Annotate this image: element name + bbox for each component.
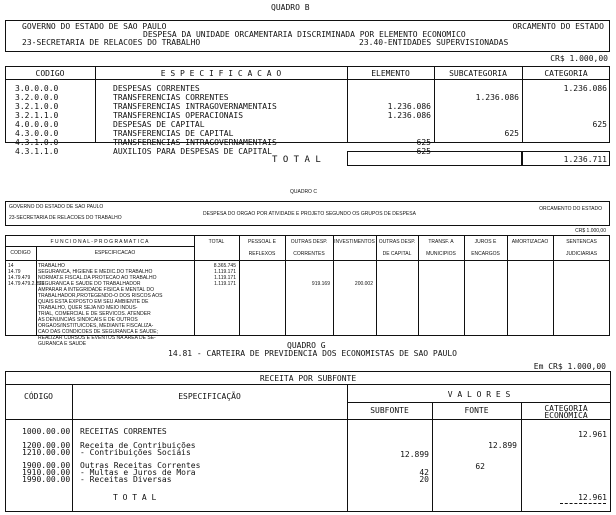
quadro-c-col-sent-1: SENTENCAS — [566, 239, 597, 245]
table-cell: CAO DAS CONDICOES DE SEGURANCA E SAUDE; — [38, 329, 159, 335]
table-cell — [347, 93, 431, 102]
quadro-b-title: QUADRO B — [271, 3, 310, 12]
quadro-c-col-amort: AMORTIZACAO — [511, 239, 549, 245]
table-row: 1210.00.00 — [22, 448, 71, 457]
table-cell: DESPESAS DE CAPITAL — [113, 120, 205, 129]
quadro-c-col-outras-cap-1: OUTRAS DESP. — [378, 239, 416, 245]
table-cell: Outras Receitas Correntes — [80, 461, 201, 470]
quadro-b-total-label: T O T A L — [272, 155, 321, 165]
quadro-g-receita-header: RECEITA POR SUBFONTE — [259, 374, 357, 383]
col-elemento: ELEMENTO — [371, 69, 410, 78]
quadro-b-orcamento: ORCAMENTO DO ESTADO — [512, 22, 604, 31]
table-cell: AMPARAR A INTEGRIDADE FISICA E MENTAL DO — [38, 287, 155, 293]
table-cell — [347, 129, 431, 138]
quadro-b-codes — [15, 84, 58, 156]
table-cell: 12.899 — [488, 441, 517, 450]
table-cell: TRANSFERENCIAS CORRENTES — [113, 93, 229, 102]
quadro-c-orcamento: ORCAMENTO DO ESTADO — [539, 206, 602, 212]
table-cell — [434, 138, 519, 147]
quadro-b-sub-values — [434, 84, 519, 156]
quadro-b-secretaria: 23-SECRETARIA DE RELACOES DO TRABALHO — [22, 38, 201, 47]
quadro-c-gov: GOVERNO DO ESTADO DE SAO PAULO — [9, 204, 104, 210]
quadro-g-total-label: T O T A L — [113, 493, 157, 502]
quadro-g-subtitle: 14.81 - CARTEIRA DE PREVIDENCIA DOS ECONOMISTAS DE SAO PAULO — [168, 349, 457, 358]
quadro-g-col-espec: ESPECIFICAÇÃO — [178, 392, 241, 401]
table-row: 3.2.0.0.0 — [15, 93, 59, 102]
quadro-c-col-transf-1: TRANSF. A — [428, 239, 454, 245]
quadro-b-subtitle: DESPESA DA UNIDADE ORCAMENTARIA DISCRIMINADA POR ELEMENTO ECONOMICO — [143, 30, 466, 39]
quadro-c-col-transf-2: MUNICIPIOS — [426, 251, 456, 257]
table-cell: Receita de Contribuições — [80, 441, 196, 450]
table-cell — [522, 111, 607, 120]
table-cell: 42 — [419, 468, 429, 477]
table-cell — [347, 120, 431, 129]
quadro-c-col-pessoal-1: PESSOAL E — [248, 239, 276, 245]
table-cell: 1.236.086 — [387, 102, 431, 111]
table-cell: NORMAT.E FISCAL.DA PROTECAO AO TRABALHO — [38, 275, 157, 281]
table-cell: 14 — [8, 263, 14, 269]
table-cell: 8.365.745 — [213, 263, 236, 269]
table-cell — [434, 120, 519, 129]
quadro-b-total-empty — [347, 151, 522, 166]
table-row: 1000.00.00 — [22, 427, 71, 436]
table-cell: 625 — [416, 147, 431, 156]
table-cell — [522, 129, 607, 138]
table-cell: 62 — [475, 462, 485, 471]
table-cell: 625 — [504, 129, 519, 138]
quadro-c-unit: CR$ 1.000,00 — [575, 228, 606, 234]
table-cell: TRABALHO, QUER SEJA NO MEIO INDUS- — [38, 305, 138, 311]
table-cell: 1.236.086 — [475, 93, 519, 102]
quadro-g-total-underline — [560, 503, 606, 504]
table-row: 4.3.1.0.0 — [15, 138, 59, 147]
table-cell: 20 — [419, 475, 429, 484]
quadro-b-gov: GOVERNO DO ESTADO DE SAO PAULO — [22, 22, 167, 31]
quadro-c-outras-correntes-value: 919.169 — [311, 281, 330, 287]
table-cell: GURANCA E SAUDE — [38, 341, 87, 347]
quadro-b-cat-values — [522, 84, 607, 156]
quadro-c-col-juros-2: ENCARGOS — [471, 251, 500, 257]
table-cell: 1.236.086 — [563, 84, 607, 93]
quadro-g-total-value: 12.961 — [578, 493, 607, 502]
table-cell: 1.119.171 — [214, 269, 236, 275]
table-cell: TRABALHO — [38, 263, 65, 269]
quadro-c-totals — [194, 263, 236, 287]
table-cell: - Contribuições Sociais — [80, 448, 191, 457]
quadro-g-col-valores: V A L O R E S — [447, 390, 511, 399]
quadro-b-entidades: 23.40-ENTIDADES SUPERVISIONADAS — [359, 38, 509, 47]
quadro-g-col-categoria-2: ECONÔMICA — [544, 411, 588, 420]
quadro-c-col-espec: ESPECIFICACAO — [94, 250, 136, 256]
table-cell — [522, 102, 607, 111]
quadro-c-col-outras-2: CORRENTES — [293, 251, 325, 257]
quadro-g-col-subfonte: SUBFONTE — [370, 406, 409, 415]
table-cell: 14.79.479.2.373 — [8, 281, 45, 287]
quadro-b-elemento-values — [347, 84, 431, 156]
table-cell: REALIZAR CURSOS E EVENTOS NA AREA DE SE- — [38, 335, 156, 341]
table-row: 4.0.0.0.0 — [15, 120, 59, 129]
col-categoria: CATEGORIA — [544, 69, 588, 78]
table-row: 3.2.1.1.0 — [15, 111, 59, 120]
col-subcategoria: SUBCATEGORIA — [449, 69, 507, 78]
table-row: 1910.00.00 — [22, 468, 71, 477]
table-cell: ORGAOS/INSTITUICOES, MEDIANTE FISCALIZA- — [38, 323, 154, 329]
table-cell: 1.119.171 — [214, 281, 236, 287]
table-cell: TRANSFERENCIAS INTRAGOVERNAMENTAIS — [113, 138, 277, 147]
table-cell: TRANSFERENCIAS OPERACIONAIS — [113, 111, 244, 120]
table-row: 3.2.1.0.0 — [15, 102, 59, 111]
table-cell: TRANSFERENCIAS DE CAPITAL — [113, 129, 234, 138]
quadro-c-col-invest: INVESTIMENTOS — [334, 239, 375, 245]
table-row: 3.0.0.0.0 — [15, 84, 59, 93]
table-cell: SEGURANCA E SAUDE DO TRABALHADOR — [38, 281, 141, 287]
table-cell: 1.119.171 — [214, 275, 236, 281]
table-cell: QUAIS ESTA EXPOSTO EM SEU AMBIENTE DE — [38, 299, 149, 305]
quadro-g-col-codigo: CÓDIGO — [24, 392, 53, 401]
quadro-c-secretaria: 23-SECRETARIA DE RELACOES DO TRABALHO — [9, 215, 122, 221]
col-especificacao: E S P E C I F I C A C A O — [160, 69, 282, 78]
table-cell: - Multas e Juros de Mora — [80, 468, 196, 477]
table-cell: RECEITAS CORRENTES — [80, 427, 167, 436]
table-cell: 625 — [416, 138, 431, 147]
table-cell — [434, 84, 519, 93]
table-cell: 14.79 — [8, 269, 21, 275]
quadro-c-col-pessoal-2: REFLEXOS — [248, 251, 276, 257]
quadro-c-col-outras-cap-2: DE CAPITAL — [382, 251, 412, 257]
quadro-c-descs — [38, 263, 162, 347]
quadro-c-group-header: F U N C I O N A L - P R O G R A M A T I C A — [50, 239, 149, 245]
quadro-c-col-total: TOTAL — [208, 239, 225, 245]
quadro-b-total-value: 1.236.711 — [563, 155, 607, 164]
table-row: 1200.00.00 — [22, 441, 71, 450]
table-row: 4.3.1.1.0 — [15, 147, 59, 156]
quadro-c-col-outras-1: OUTRAS DESP. — [290, 239, 328, 245]
quadro-b-descs — [113, 84, 277, 156]
table-cell: TRANSFERENCIAS INTRAGOVERNAMENTAIS — [113, 102, 277, 111]
table-cell: TRABALHADOR,PROTEGENDO-O DOS RISCOS AOS — [38, 293, 163, 299]
table-cell — [347, 84, 431, 93]
table-cell: AS DENUNCIAS SINDICAIS E DE OUTROS — [38, 317, 138, 323]
table-cell: DESPESAS CORRENTES — [113, 84, 200, 93]
table-cell: 12.961 — [578, 430, 607, 439]
quadro-g-title: QUADRO G — [287, 341, 326, 350]
table-cell: 625 — [592, 120, 607, 129]
table-cell: 12.899 — [400, 450, 429, 459]
table-row: 1900.00.00 — [22, 461, 71, 470]
quadro-c-col-sent-2: JUDICIARIAS — [565, 251, 598, 257]
quadro-c-subtitle: DESPESA DO ORGAO POR ATIVIDADE E PROJETO SEGUNDO OS GRUPOS DE DESPESA — [203, 211, 416, 217]
table-cell — [522, 138, 607, 147]
table-row: 4.3.0.0.0 — [15, 129, 59, 138]
table-cell: 1.236.086 — [387, 111, 431, 120]
table-cell: - Receitas Diversas — [80, 475, 172, 484]
quadro-b-unit: CR$ 1.000,00 — [550, 54, 608, 63]
quadro-g-col-fonte: FONTE — [464, 406, 489, 415]
table-row: 1990.00.00 — [22, 475, 71, 484]
table-cell: TRIAL, COMERCIAL E DE SERVICOS. ATENDER — [38, 311, 151, 317]
quadro-c-col-juros-1: JUROS E — [474, 239, 497, 245]
table-cell — [434, 102, 519, 111]
quadro-c-title: QUADRO C — [290, 189, 317, 195]
table-cell: 14.79.479 — [8, 275, 31, 281]
table-cell: AUXILIOS PARA DESPESAS DE CAPITAL — [113, 147, 272, 156]
quadro-c-investimentos-value: 200.002 — [354, 281, 373, 287]
table-cell — [434, 111, 519, 120]
col-codigo: CODIGO — [35, 69, 65, 78]
table-cell — [522, 93, 607, 102]
quadro-c-col-codigo: CODIGO — [10, 250, 31, 256]
quadro-g-col-categoria-1: CATEGORIA — [544, 404, 588, 413]
table-cell: SEGURANCA, HIGIENE E MEDIC.DO TRABALHO — [38, 269, 153, 275]
quadro-g-unit: Em CR$ 1.000,00 — [533, 362, 606, 371]
